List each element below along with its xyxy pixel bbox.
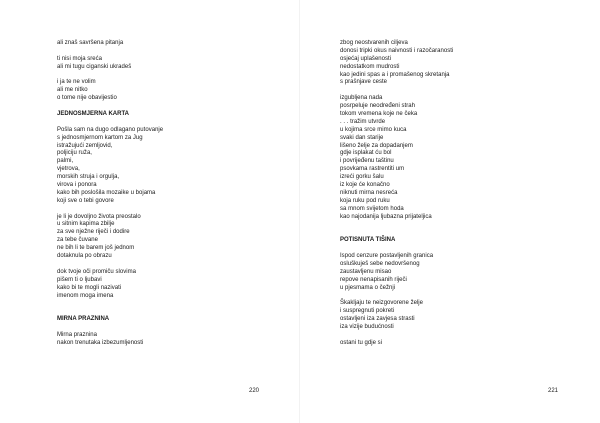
poem-line: virova i ponora xyxy=(57,182,97,189)
poem-line: gdje isplakat ću bol xyxy=(340,150,392,157)
poem-line: u pjesmama o čežnji xyxy=(340,284,396,291)
poem-line: je li je dovoljno života preostalo xyxy=(57,213,141,220)
poem-line: tokom vremena koje ne čeka xyxy=(340,111,418,118)
poem-line: svaki dan starije xyxy=(340,134,384,141)
poem-line: Škakljaju te neizgovorene želje xyxy=(340,300,424,307)
poem-line: ne bih li te barem još jednom xyxy=(57,245,135,252)
poem-line: kao jedini spas a i promašenog skretanja xyxy=(340,71,450,78)
poem-line: donosi tripki okus naivnosti i razočaranosti xyxy=(340,47,454,54)
poem-line: zbog neostvarenih ciljeva xyxy=(340,40,408,46)
right-page xyxy=(300,0,600,423)
poem-line: i povrijeđenu taštinu xyxy=(340,158,394,165)
poem-line: niknuti mirna nesreća xyxy=(340,189,398,196)
poem-line: nedostatkom mudrosti xyxy=(340,63,400,70)
poem-line: pišem ti o ljubavi xyxy=(57,276,102,283)
poem-line: koja ruku pod ruku xyxy=(340,197,390,204)
stanza-break xyxy=(57,206,257,214)
poem-line: osjećaj uplašenosti xyxy=(340,55,392,62)
poem-line: kako bi te mogli nazivati xyxy=(57,284,122,291)
poem-line: iza vizije budućnosti xyxy=(340,324,394,331)
poem-title: POTISNUTA TIŠINA xyxy=(340,237,396,244)
stanza-break xyxy=(57,48,257,56)
poem-line: dotaknula po obrazu xyxy=(57,253,112,260)
poem-line: repove nenapisanih riječi xyxy=(340,276,407,283)
left-page-text xyxy=(57,40,257,348)
poem-line: nakon trenutaka izbezumljenosti xyxy=(57,339,144,346)
poem-line: izgubljena nada xyxy=(340,95,383,102)
poem-line: istražujući zemljovid, xyxy=(57,142,113,149)
poem-line: sa mnom svijetom hoda xyxy=(340,205,404,212)
poem-line: dok tvoje oči promiču slovima xyxy=(57,268,136,275)
poem-line: u sitnim kapima zbilje xyxy=(57,221,115,228)
poem-line: za tebe čuvane xyxy=(57,237,98,244)
poem-line: za sve nježne riječi i dodire xyxy=(57,229,130,236)
stanza-break xyxy=(57,119,257,127)
stanza-break xyxy=(340,245,540,253)
poem-line: palmi, xyxy=(57,158,74,165)
poem-line: lišeno želje za dopadanjem xyxy=(340,142,413,149)
poem-line: i ja te ne volim xyxy=(57,79,96,86)
poem-line: ali mi tugu ciganski ukradeš xyxy=(57,63,132,70)
poem-line: ostavljeni iza zavjesa strasti xyxy=(340,316,415,323)
right-page-text xyxy=(340,40,540,348)
poem-line: kako bih poslošila mozaike u bojama xyxy=(57,189,156,196)
poem-line: Pošla sam na dugo odlagano putovanje xyxy=(57,126,164,133)
poem-line: u kojima srce mimo kuca xyxy=(340,126,407,133)
poem-line: imenom moga imena xyxy=(57,292,114,299)
poem-line: kao najodanija ljubazna prijateljica xyxy=(340,213,432,220)
poem-line: iz koje će konačno xyxy=(340,182,390,189)
poem-line: izreći gorku šalu xyxy=(340,174,384,181)
poem-line: posrpeluje neodređeni strah xyxy=(340,103,415,110)
stanza-break xyxy=(340,221,540,229)
poem-line: ostani tu gdje si xyxy=(340,339,383,346)
stanza-break xyxy=(340,87,540,95)
poem-title: JEDNOSMJERNA KARTA xyxy=(57,111,130,118)
stanza-break xyxy=(57,72,257,80)
poem-line: ali me nitko xyxy=(57,87,88,94)
poem-line: s prašnjave ceste xyxy=(340,79,388,86)
poem-line: osluškuješ sebe nedovršenog xyxy=(340,260,420,267)
poem-line: psovkama rastrentiti um xyxy=(340,166,405,173)
poem-line: o tome nije obavijestio xyxy=(57,95,117,102)
stanza-break xyxy=(57,261,257,269)
stanza-break xyxy=(57,324,257,332)
poem-line: zaustavljenu misao xyxy=(340,268,392,275)
poem-line: s jednosmjernom kartom za Jug xyxy=(57,134,143,141)
stanza-break xyxy=(57,300,257,308)
poem-title: MIRNA PRAZNINA xyxy=(57,316,110,323)
stanza-break xyxy=(340,332,540,340)
poem-line: . . . tražim utvrde xyxy=(340,118,386,125)
poem-line: vjetrova, xyxy=(57,166,80,173)
poem-line: koji sve o tebi govore xyxy=(57,197,114,204)
page-number-left: 220 xyxy=(249,388,260,394)
poem-line: ali znaš savršena pitanja xyxy=(57,40,124,46)
stanza-break xyxy=(57,103,257,111)
poem-line: poljiciju ruža, xyxy=(57,150,92,157)
poem-line: ti nisi moja sreća xyxy=(57,55,103,62)
page-number-right: 221 xyxy=(548,388,559,394)
stanza-break xyxy=(57,308,257,316)
poem-line: i suspregnuti pokreti xyxy=(340,308,395,315)
poem-line: morskih struja i orgulja, xyxy=(57,174,120,181)
poem-line: Ispod cenzure postavljenih granica xyxy=(340,253,434,260)
poem-line: Mirna praznina xyxy=(57,331,97,338)
